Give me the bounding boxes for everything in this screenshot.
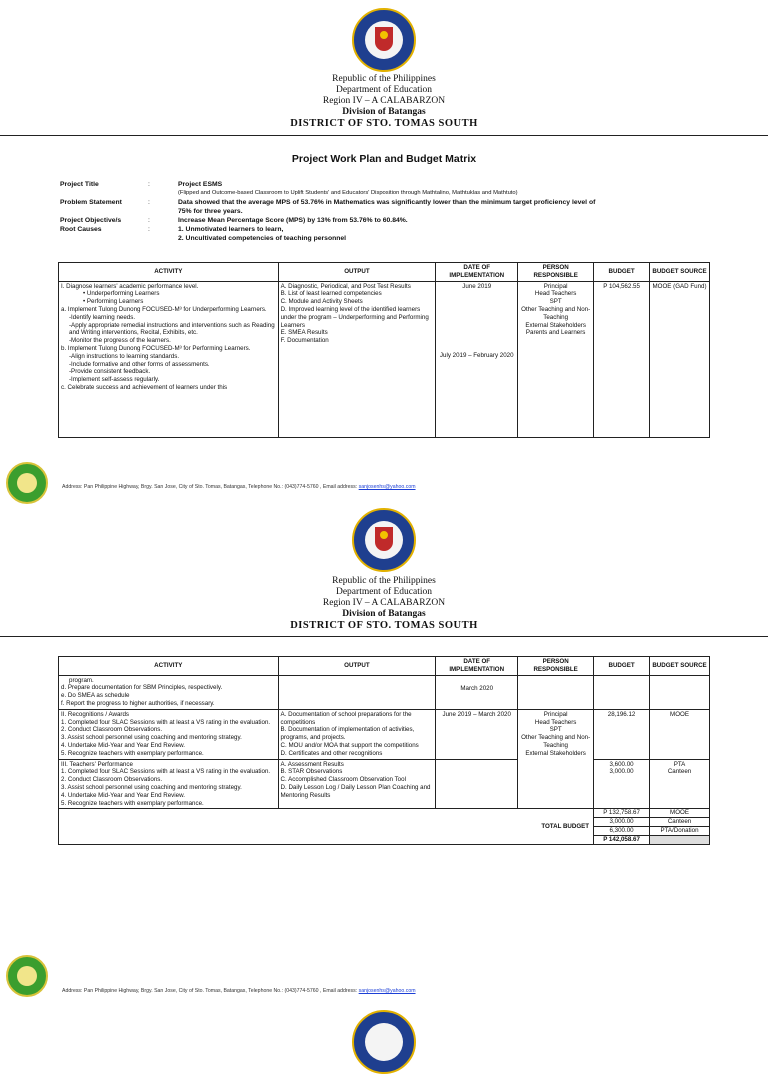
col-source: BUDGET SOURCE xyxy=(650,263,710,282)
col-source: BUDGET SOURCE xyxy=(650,657,710,676)
activity-line: -Provide consistent feedback. xyxy=(69,368,151,376)
activity-line: -Align instructions to learning standards. xyxy=(69,352,180,360)
output-line: A. Assessment Results xyxy=(280,760,344,768)
activity-line: e. Do SMEA as schedule xyxy=(61,692,130,700)
activity-line: a. Implement Tulong Dunong FOCUSED-M³ for Underperforming Learners. xyxy=(61,305,267,313)
info-colon: : xyxy=(148,217,150,224)
activity-line: f. Report the progress to higher authorities, if necessary. xyxy=(61,699,215,707)
project-info xyxy=(60,180,608,243)
total-row xyxy=(59,809,710,844)
budget-line: 3,000.00 xyxy=(609,768,634,776)
col-activity: ACTIVITY xyxy=(59,263,279,282)
budget-cell xyxy=(594,675,650,709)
footer-address xyxy=(62,988,416,994)
activity-cell xyxy=(59,675,279,709)
person-line: Head Teachers xyxy=(534,290,577,298)
col-person: PERSON RESPONSIBLE xyxy=(518,263,594,282)
table-row xyxy=(59,675,710,709)
person-cell xyxy=(518,709,594,809)
output-line: C. Module and Activity Sheets xyxy=(280,298,363,306)
activity-line: 1. Completed four SLAC Sessions with at least a VS rating in the evaluation. xyxy=(61,718,271,726)
district-line: DISTRICT OF STO. TOMAS SOUTH xyxy=(290,620,478,631)
footer-address xyxy=(62,484,416,490)
activity-line: • Underperforming Learners xyxy=(83,290,160,298)
activity-cell xyxy=(59,759,279,809)
total-amount: 3,000.00 xyxy=(594,818,649,827)
person-line: External Stakeholders xyxy=(525,321,586,329)
activity-line: 4. Undertake Mid-Year and Year End Review. xyxy=(61,741,185,749)
deped-seal-icon xyxy=(352,508,416,572)
activity-line: 3. Assist school personnel using coaching and mentoring strategy. xyxy=(61,783,242,791)
info-value: (Flipped and Outcome-based Classroom to Uplift Students' and Educators' Disposition through Mathtalino, Mathtuklas and Mathtuto) xyxy=(178,190,518,196)
activity-line: -Include formative and other forms of assessments. xyxy=(69,360,210,368)
info-value: Increase Mean Percentage Score (MPS) by 13% from 53.76% to 60.84%. xyxy=(178,217,408,224)
activity-cell xyxy=(59,709,279,759)
col-budget: BUDGET xyxy=(594,657,650,676)
output-cell xyxy=(278,709,436,759)
source-cell: MOOE (GAD Fund) xyxy=(650,281,710,437)
output-line: A. Documentation of school preparations for the competitions xyxy=(280,710,412,726)
output-line: B. List of least learned competencies xyxy=(280,290,382,298)
output-line: C. Accomplished Classroom Observation Tool xyxy=(280,776,406,784)
budget-line: 3,600.00 xyxy=(609,760,634,768)
total-amounts xyxy=(594,809,650,844)
activity-line: 1. Completed four SLAC Sessions with at least a VS rating in the evaluation. xyxy=(61,768,271,776)
info-value: Project ESMS xyxy=(178,181,223,188)
work-plan-table-p2 xyxy=(58,656,710,845)
activity-line: -Monitor the progress of the learners. xyxy=(69,337,171,345)
person-line: Other Teaching and Non-Teaching xyxy=(521,734,591,749)
source-line: Canteen xyxy=(667,768,692,776)
info-colon: : xyxy=(148,181,150,188)
info-label: Root Causes xyxy=(60,226,102,233)
total-source: Canteen xyxy=(650,818,709,827)
output-cell xyxy=(278,759,436,809)
person-line: Parents and Learners xyxy=(525,329,586,337)
activity-line: 5. Recognize teachers with exemplary performance. xyxy=(61,799,204,807)
total-source: PTA/Donation xyxy=(650,827,709,836)
activity-line: III. Teachers' Performance xyxy=(61,760,133,768)
page-title: Project Work Plan and Budget Matrix xyxy=(291,153,477,165)
source-cell xyxy=(650,675,710,709)
info-label xyxy=(60,189,148,198)
output-line: C. MOU and/or MOA that support the competitions xyxy=(280,741,419,749)
col-date: DATE OF IMPLEMENTATION xyxy=(436,263,518,282)
district-line: DISTRICT OF STO. TOMAS SOUTH xyxy=(290,118,478,129)
activity-line: 2. Conduct Classroom Observations. xyxy=(61,776,163,784)
table-row xyxy=(59,759,710,809)
output-cell xyxy=(278,281,436,437)
col-person: PERSON RESPONSIBLE xyxy=(518,657,594,676)
school-logo-icon xyxy=(6,462,48,504)
source-cell: MOOE xyxy=(650,709,710,759)
region-line: Region IV – A CALABARZON xyxy=(322,96,446,106)
output-line: B. Documentation of implementation of activities, programs, and projects. xyxy=(280,726,415,742)
activity-line: • Performing Learners xyxy=(83,298,144,306)
budget-cell xyxy=(594,759,650,809)
date-value: June 2019 xyxy=(462,282,492,290)
letterhead xyxy=(0,74,768,129)
output-line: B. STAR Observations xyxy=(280,768,343,776)
person-line: Head Teachers xyxy=(534,718,577,726)
output-line: D. Daily Lesson Log / Daily Lesson Plan Coaching and Mentoring Results xyxy=(280,783,431,799)
info-label: Problem Statement xyxy=(60,199,122,206)
person-cell xyxy=(518,675,594,709)
deped-seal-icon xyxy=(352,8,416,72)
republic-line: Republic of the Philippines xyxy=(332,576,436,586)
activity-line: c. Celebrate success and achievement of learners under this xyxy=(61,383,228,391)
deped-seal-icon xyxy=(352,1010,416,1074)
total-source-blank xyxy=(650,836,709,844)
department-line: Department of Education xyxy=(335,85,433,95)
info-colon xyxy=(148,234,178,243)
source-cell xyxy=(650,759,710,809)
table-row xyxy=(59,709,710,759)
person-line: Other Teaching and Non-Teaching xyxy=(521,305,591,321)
budget-cell: 28,196.12 xyxy=(594,709,650,759)
col-date: DATE OF IMPLEMENTATION xyxy=(436,657,518,676)
email-link[interactable]: sanjosenhs@yahoo.com xyxy=(358,988,416,994)
person-line: SPT xyxy=(549,298,562,306)
total-amount: 6,300.00 xyxy=(594,827,649,836)
output-line: D. Certificates and other recognitions xyxy=(280,749,383,757)
region-line: Region IV – A CALABARZON xyxy=(322,598,446,608)
division-line: Division of Batangas xyxy=(342,107,426,117)
activity-line: II. Recognitions / Awards xyxy=(61,710,129,718)
table-row xyxy=(59,281,710,437)
activity-line: I. Diagnose learners' academic performance level. xyxy=(61,282,199,290)
col-output: OUTPUT xyxy=(278,263,436,282)
person-cell xyxy=(518,281,594,437)
header-rule xyxy=(0,135,768,136)
col-budget: BUDGET xyxy=(594,263,650,282)
person-line: Principal xyxy=(543,710,568,718)
total-amount: P 132,758.67 xyxy=(594,809,649,818)
col-output: OUTPUT xyxy=(278,657,436,676)
activity-line: -Apply appropriate remedial instructions and interventions such as Reading and Writing interventions, Recital, Exhibits, etc. xyxy=(69,321,275,337)
letterhead xyxy=(0,576,768,631)
activity-cell xyxy=(59,281,279,437)
info-label xyxy=(60,234,148,243)
school-logo-icon xyxy=(6,955,48,997)
total-source: MOOE xyxy=(650,809,709,818)
grand-total: P 142,058.67 xyxy=(603,835,640,843)
info-label: Project Title xyxy=(60,181,99,188)
division-line: Division of Batangas xyxy=(342,609,426,619)
activity-line: 2. Conduct Classroom Observations. xyxy=(61,726,163,734)
date-value: March 2020 xyxy=(460,684,494,692)
activity-line: 3. Assist school personnel using coaching and mentoring strategy. xyxy=(61,734,242,742)
info-value: 1. Unmotivated learners to learn, xyxy=(178,226,284,233)
date-cell xyxy=(436,759,518,809)
total-sources xyxy=(650,809,710,844)
activity-line: b. Implement Tulong Dunong FOCUSED-M³ for Performing Learners. xyxy=(61,344,251,352)
col-activity: ACTIVITY xyxy=(59,657,279,676)
total-label: TOTAL BUDGET xyxy=(59,809,594,844)
date-cell xyxy=(436,281,518,437)
activity-line: 4. Undertake Mid-Year and Year End Review. xyxy=(61,791,185,799)
date-cell: June 2019 – March 2020 xyxy=(436,709,518,759)
date-value: July 2019 – February 2020 xyxy=(439,352,514,360)
info-colon xyxy=(148,189,178,198)
date-cell xyxy=(436,675,518,709)
output-cell xyxy=(278,675,436,709)
email-link[interactable]: sanjosenhs@yahoo.com xyxy=(358,484,416,490)
info-colon: : xyxy=(148,199,150,206)
info-value: Data showed that the average MPS of 53.76% in Mathematics was significantly lower than the minimum target proficiency level of 75% for three years. xyxy=(178,199,596,215)
output-line: A. Diagnostic, Periodical, and Post Test Results xyxy=(280,282,411,290)
info-colon: : xyxy=(148,226,150,233)
activity-line: -Implement self-assess regularly. xyxy=(69,376,160,384)
info-label: Project Objective/s xyxy=(60,217,122,224)
address-text: Address: Pan Philippine Highway, Brgy. San Jose, City of Sto. Tomas, Batangas, Telephone No.: (043)774-5760 , Email address: xyxy=(62,484,358,490)
person-line: SPT xyxy=(549,726,562,734)
address-text: Address: Pan Philippine Highway, Brgy. San Jose, City of Sto. Tomas, Batangas, Telephone No.: (043)774-5760 , Email address: xyxy=(62,988,358,994)
output-line: D. Improved learning level of the identified learners under the program – Underperforming and Performing Learners xyxy=(280,305,429,329)
budget-cell: P 104,562.55 xyxy=(594,281,650,437)
output-line: E. SMEA Results xyxy=(280,329,328,337)
activity-line: program. xyxy=(69,676,94,684)
work-plan-table-p1 xyxy=(58,262,710,438)
department-line: Department of Education xyxy=(335,587,433,597)
source-line: PTA xyxy=(673,760,686,768)
activity-line: 5. Recognize teachers with exemplary performance. xyxy=(61,749,204,757)
person-line: Principal xyxy=(543,282,568,290)
header-rule xyxy=(0,636,768,637)
person-line: External Stakeholders xyxy=(525,749,586,757)
output-line: F. Documentation xyxy=(280,337,329,345)
republic-line: Republic of the Philippines xyxy=(332,74,436,84)
activity-line: d. Prepare documentation for SBM Principles, respectively. xyxy=(61,684,223,692)
info-value: 2. Uncultivated competencies of teaching personnel xyxy=(178,235,347,242)
activity-line: -Identify learning needs. xyxy=(69,313,136,321)
